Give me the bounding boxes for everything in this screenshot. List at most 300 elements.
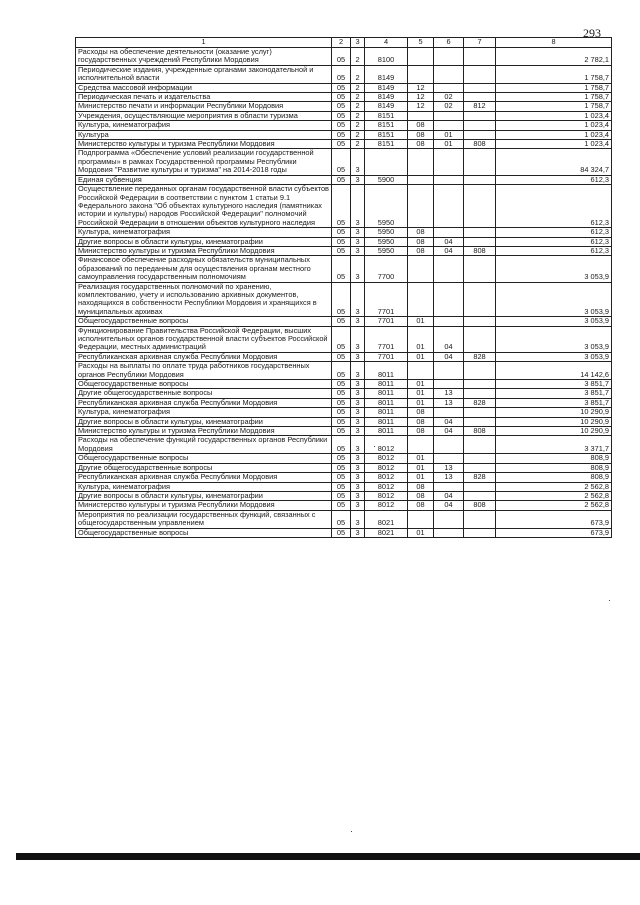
row-code-cell: 2 — [351, 93, 365, 102]
row-code-cell: 3 — [351, 362, 365, 380]
table-row — [76, 482, 612, 491]
row-code-cell: 3 — [351, 454, 365, 463]
row-code-cell — [464, 380, 496, 389]
row-code-cell: 3 — [351, 417, 365, 426]
table-row — [76, 510, 612, 528]
row-code-cell: 08 — [408, 491, 434, 500]
row-name-cell: Общегосударственные вопросы — [76, 528, 332, 537]
row-code-cell: 08 — [408, 417, 434, 426]
row-sum-cell: 10 290,9 — [496, 427, 612, 436]
row-code-cell: 3 — [351, 482, 365, 491]
row-name-cell: Другие вопросы в области культуры, кинематографии — [76, 491, 332, 500]
budget-table — [75, 37, 612, 538]
row-code-cell: 05 — [332, 237, 351, 246]
row-code-cell — [464, 93, 496, 102]
row-code-cell: 8021 — [365, 510, 408, 528]
row-code-cell: 8011 — [365, 362, 408, 380]
table-row — [76, 185, 612, 228]
row-code-cell — [464, 256, 496, 282]
row-code-cell — [464, 282, 496, 317]
row-code-cell: 05 — [332, 454, 351, 463]
row-code-cell: 04 — [434, 352, 464, 361]
row-code-cell — [434, 185, 464, 228]
row-code-cell — [464, 408, 496, 417]
row-code-cell: 3 — [351, 228, 365, 237]
row-code-cell: 2 — [351, 111, 365, 120]
row-code-cell — [464, 317, 496, 326]
row-code-cell — [434, 121, 464, 130]
row-code-cell: 05 — [332, 102, 351, 111]
row-code-cell: 08 — [408, 140, 434, 149]
row-sum-cell: 2 562,8 — [496, 501, 612, 510]
row-code-cell: 04 — [434, 501, 464, 510]
row-code-cell — [434, 256, 464, 282]
row-code-cell: 828 — [464, 398, 496, 407]
row-sum-cell: 2 782,1 — [496, 48, 612, 66]
row-sum-cell: 612,3 — [496, 185, 612, 228]
row-sum-cell: 612,3 — [496, 175, 612, 184]
row-code-cell: 8149 — [365, 65, 408, 83]
row-code-cell: 8012 — [365, 501, 408, 510]
row-code-cell: 3 — [351, 246, 365, 255]
row-code-cell: 01 — [408, 398, 434, 407]
row-sum-cell: 1 758,7 — [496, 65, 612, 83]
row-code-cell: 05 — [332, 228, 351, 237]
table-row — [76, 491, 612, 500]
row-code-cell: 01 — [408, 473, 434, 482]
row-code-cell — [464, 510, 496, 528]
row-code-cell: 8151 — [365, 130, 408, 139]
row-code-cell: 828 — [464, 352, 496, 361]
row-name-cell: Другие общегосударственные вопросы — [76, 389, 332, 398]
row-code-cell — [408, 111, 434, 120]
row-name-cell: Другие вопросы в области культуры, кинематографии — [76, 237, 332, 246]
row-sum-cell: 673,9 — [496, 528, 612, 537]
table-row — [76, 352, 612, 361]
row-code-cell — [464, 175, 496, 184]
row-code-cell — [434, 380, 464, 389]
column-header: 4 — [365, 38, 408, 48]
row-name-cell: Общегосударственные вопросы — [76, 380, 332, 389]
scan-speck — [374, 446, 375, 447]
row-code-cell: 12 — [408, 83, 434, 92]
row-code-cell: 3 — [351, 389, 365, 398]
row-code-cell: 08 — [408, 482, 434, 491]
row-code-cell: 05 — [332, 528, 351, 537]
table-row — [76, 149, 612, 175]
row-name-cell: Подпрограмма «Обеспечение условий реализации государственной программы» в рамках Государственной программы Республики Мордовия "Развитие культуры и туризма" на 2014-2018 годы — [76, 149, 332, 175]
row-sum-cell: 612,3 — [496, 228, 612, 237]
row-code-cell: 08 — [408, 228, 434, 237]
row-code-cell — [434, 111, 464, 120]
table-body — [76, 48, 612, 538]
row-code-cell: 8011 — [365, 417, 408, 426]
row-code-cell: 8012 — [365, 463, 408, 472]
row-code-cell: 7701 — [365, 352, 408, 361]
table-row — [76, 282, 612, 317]
table-row — [76, 398, 612, 407]
row-sum-cell: 1 023,4 — [496, 140, 612, 149]
row-code-cell — [434, 149, 464, 175]
row-sum-cell: 10 290,9 — [496, 408, 612, 417]
row-code-cell: 05 — [332, 149, 351, 175]
row-sum-cell: 3 053,9 — [496, 256, 612, 282]
row-code-cell: 7700 — [365, 256, 408, 282]
row-code-cell — [408, 436, 434, 454]
row-code-cell: 05 — [332, 389, 351, 398]
table-row — [76, 93, 612, 102]
row-code-cell: 05 — [332, 317, 351, 326]
row-code-cell: 05 — [332, 482, 351, 491]
row-code-cell: 8011 — [365, 408, 408, 417]
row-name-cell: Периодическая печать и издательства — [76, 93, 332, 102]
column-header: 8 — [496, 38, 612, 48]
row-code-cell — [434, 528, 464, 537]
row-code-cell: 808 — [464, 140, 496, 149]
table-row — [76, 65, 612, 83]
row-name-cell: Реализация государственных полномочий по хранению, комплектованию, учету и использованию архивных документов, находящихся в собственности Республики Мордовия и хранящихся в муниципальных архивах — [76, 282, 332, 317]
row-code-cell: 05 — [332, 510, 351, 528]
row-code-cell: 8151 — [365, 140, 408, 149]
row-code-cell: 3 — [351, 326, 365, 352]
row-sum-cell: 612,3 — [496, 237, 612, 246]
row-sum-cell: 1 023,4 — [496, 130, 612, 139]
row-code-cell: 8012 — [365, 436, 408, 454]
row-name-cell: Министерство культуры и туризма Республики Мордовия — [76, 246, 332, 255]
table-row — [76, 528, 612, 537]
row-code-cell: 2 — [351, 48, 365, 66]
row-code-cell — [434, 482, 464, 491]
row-code-cell — [464, 417, 496, 426]
row-name-cell: Министерство культуры и туризма Республики Мордовия — [76, 140, 332, 149]
row-name-cell: Учреждения, осуществляющие мероприятия в области туризма — [76, 111, 332, 120]
table-row — [76, 326, 612, 352]
row-code-cell: 2 — [351, 83, 365, 92]
row-code-cell: 05 — [332, 185, 351, 228]
column-header: 1 — [76, 38, 332, 48]
row-code-cell: 808 — [464, 246, 496, 255]
row-code-cell — [464, 185, 496, 228]
table-row — [76, 175, 612, 184]
row-sum-cell: 3 371,7 — [496, 436, 612, 454]
table-row — [76, 436, 612, 454]
row-sum-cell: 1 758,7 — [496, 93, 612, 102]
row-sum-cell: 3 851,7 — [496, 380, 612, 389]
row-name-cell: Общегосударственные вопросы — [76, 454, 332, 463]
row-code-cell: 12 — [408, 93, 434, 102]
table-row — [76, 389, 612, 398]
table-row — [76, 317, 612, 326]
row-code-cell: 08 — [408, 237, 434, 246]
row-code-cell — [408, 256, 434, 282]
row-code-cell — [464, 130, 496, 139]
row-code-cell: 3 — [351, 380, 365, 389]
row-code-cell: 13 — [434, 398, 464, 407]
row-code-cell: 02 — [434, 102, 464, 111]
table-row — [76, 111, 612, 120]
row-code-cell: 8151 — [365, 121, 408, 130]
row-code-cell: 13 — [434, 389, 464, 398]
row-sum-cell: 2 562,8 — [496, 482, 612, 491]
row-code-cell: 05 — [332, 93, 351, 102]
row-code-cell: 05 — [332, 408, 351, 417]
row-code-cell: 05 — [332, 130, 351, 139]
row-code-cell: 01 — [408, 317, 434, 326]
row-sum-cell: 14 142,6 — [496, 362, 612, 380]
table-row — [76, 380, 612, 389]
row-code-cell — [434, 362, 464, 380]
row-code-cell: 04 — [434, 491, 464, 500]
table-row — [76, 362, 612, 380]
row-name-cell: Единая субвенция — [76, 175, 332, 184]
row-name-cell: Расходы на выплаты по оплате труда работников государственных органов Республики Мордовия — [76, 362, 332, 380]
row-code-cell: 3 — [351, 463, 365, 472]
table-header-row — [76, 38, 612, 48]
row-code-cell — [434, 408, 464, 417]
row-code-cell — [464, 149, 496, 175]
scan-speck — [609, 600, 610, 601]
table-row — [76, 83, 612, 92]
row-code-cell — [408, 510, 434, 528]
row-code-cell: 3 — [351, 398, 365, 407]
table-row — [76, 473, 612, 482]
row-code-cell — [464, 83, 496, 92]
row-code-cell — [434, 510, 464, 528]
row-name-cell: Другие вопросы в области культуры, кинематографии — [76, 417, 332, 426]
row-code-cell: 05 — [332, 491, 351, 500]
row-code-cell: 5950 — [365, 228, 408, 237]
row-code-cell: 808 — [464, 427, 496, 436]
row-code-cell: 01 — [408, 463, 434, 472]
row-sum-cell: 1 023,4 — [496, 121, 612, 130]
row-code-cell: 8012 — [365, 454, 408, 463]
row-sum-cell: 3 851,7 — [496, 389, 612, 398]
row-code-cell — [408, 48, 434, 66]
row-code-cell — [464, 463, 496, 472]
table-row — [76, 256, 612, 282]
table-row — [76, 102, 612, 111]
row-code-cell: 05 — [332, 83, 351, 92]
row-code-cell: 8151 — [365, 111, 408, 120]
row-code-cell: 8149 — [365, 93, 408, 102]
row-code-cell — [408, 149, 434, 175]
row-name-cell: Периодические издания, учрежденные органами законодательной и исполнительной власти — [76, 65, 332, 83]
row-sum-cell: 3 053,9 — [496, 317, 612, 326]
row-code-cell — [464, 454, 496, 463]
row-sum-cell: 612,3 — [496, 246, 612, 255]
row-code-cell: 08 — [408, 501, 434, 510]
row-code-cell: 5950 — [365, 246, 408, 255]
row-code-cell: 12 — [408, 102, 434, 111]
row-code-cell — [408, 185, 434, 228]
row-code-cell: 2 — [351, 65, 365, 83]
row-code-cell: 5900 — [365, 175, 408, 184]
row-name-cell: Функционирование Правительства Российской Федерации, высших исполнительных органов государственной власти субъектов Российской Федерации, местных администраций — [76, 326, 332, 352]
row-sum-cell: 3 053,9 — [496, 326, 612, 352]
row-code-cell: 01 — [408, 454, 434, 463]
row-sum-cell: 808,9 — [496, 473, 612, 482]
row-code-cell — [408, 282, 434, 317]
row-name-cell: Мероприятия по реализации государственных функций, связанных с общегосударственным управлением — [76, 510, 332, 528]
row-code-cell: 3 — [351, 237, 365, 246]
row-code-cell — [434, 317, 464, 326]
row-code-cell: 01 — [408, 389, 434, 398]
table-row — [76, 501, 612, 510]
row-sum-cell: 10 290,9 — [496, 417, 612, 426]
table-row — [76, 408, 612, 417]
row-name-cell: Республиканская архивная служба Республики Мордовия — [76, 398, 332, 407]
row-code-cell: 8011 — [365, 427, 408, 436]
row-sum-cell: 1 023,4 — [496, 111, 612, 120]
row-code-cell: 8149 — [365, 102, 408, 111]
row-name-cell: Республиканская архивная служба Республики Мордовия — [76, 473, 332, 482]
row-code-cell: 05 — [332, 175, 351, 184]
row-code-cell: 08 — [408, 130, 434, 139]
row-sum-cell: 3 851,7 — [496, 398, 612, 407]
row-code-cell: 05 — [332, 246, 351, 255]
row-sum-cell: 808,9 — [496, 463, 612, 472]
row-code-cell: 8011 — [365, 398, 408, 407]
row-name-cell: Культура — [76, 130, 332, 139]
column-header: 7 — [464, 38, 496, 48]
row-code-cell: 3 — [351, 175, 365, 184]
scan-speck — [351, 831, 352, 832]
row-code-cell — [464, 65, 496, 83]
row-name-cell: Осуществление переданных органам государственной власти субъектов Российской Федерации в соответствии с пунктом 1 статьи 9.1 Федерального закона "Об объектах культурного наследия (памятниках истории и культуры) народов Российской Федерации" полномочий Российской Федерации в отношении объектов культурного наследия — [76, 185, 332, 228]
row-code-cell — [464, 362, 496, 380]
row-name-cell: Культура, кинематография — [76, 228, 332, 237]
row-code-cell: 13 — [434, 463, 464, 472]
row-code-cell: 05 — [332, 501, 351, 510]
row-name-cell: Расходы на обеспечение деятельности (оказание услуг) государственных учреждений Республики Мордовия — [76, 48, 332, 66]
row-sum-cell: 2 562,8 — [496, 491, 612, 500]
column-header: 3 — [351, 38, 365, 48]
row-code-cell — [464, 491, 496, 500]
row-code-cell — [434, 436, 464, 454]
page-number: 293 — [583, 26, 601, 40]
row-code-cell: 01 — [408, 528, 434, 537]
table-row — [76, 130, 612, 139]
row-code-cell — [408, 175, 434, 184]
row-code-cell — [464, 48, 496, 66]
row-code-cell — [464, 121, 496, 130]
row-name-cell: Другие общегосударственные вопросы — [76, 463, 332, 472]
row-code-cell: 05 — [332, 140, 351, 149]
row-code-cell: 05 — [332, 111, 351, 120]
row-code-cell: 13 — [434, 473, 464, 482]
table-row — [76, 48, 612, 66]
row-code-cell: 05 — [332, 463, 351, 472]
row-name-cell: Министерство культуры и туризма Республики Мордовия — [76, 501, 332, 510]
table-row — [76, 140, 612, 149]
table-row — [76, 417, 612, 426]
table-row — [76, 463, 612, 472]
row-code-cell: 7701 — [365, 326, 408, 352]
row-sum-cell: 3 053,9 — [496, 352, 612, 361]
row-code-cell: 808 — [464, 501, 496, 510]
row-code-cell: 8100 — [365, 48, 408, 66]
row-code-cell: 05 — [332, 282, 351, 317]
row-code-cell: 3 — [351, 282, 365, 317]
table-row — [76, 454, 612, 463]
row-code-cell: 2 — [351, 121, 365, 130]
row-code-cell: 8011 — [365, 380, 408, 389]
row-name-cell: Средства массовой информации — [76, 83, 332, 92]
row-code-cell — [464, 111, 496, 120]
row-code-cell: 3 — [351, 436, 365, 454]
row-code-cell — [464, 389, 496, 398]
row-code-cell: 05 — [332, 352, 351, 361]
row-code-cell: 3 — [351, 473, 365, 482]
row-code-cell: 5950 — [365, 185, 408, 228]
row-code-cell: 01 — [408, 352, 434, 361]
row-code-cell — [464, 326, 496, 352]
row-code-cell: 05 — [332, 398, 351, 407]
row-code-cell: 3 — [351, 352, 365, 361]
row-code-cell — [434, 228, 464, 237]
row-code-cell: 8012 — [365, 482, 408, 491]
row-code-cell: 3 — [351, 510, 365, 528]
row-code-cell: 5950 — [365, 237, 408, 246]
row-code-cell — [434, 175, 464, 184]
row-code-cell: 2 — [351, 102, 365, 111]
row-code-cell — [464, 528, 496, 537]
row-code-cell: 3 — [351, 185, 365, 228]
row-code-cell: 3 — [351, 491, 365, 500]
row-name-cell: Культура, кинематография — [76, 121, 332, 130]
row-code-cell — [464, 237, 496, 246]
row-code-cell: 05 — [332, 48, 351, 66]
row-code-cell — [408, 362, 434, 380]
row-code-cell: 01 — [434, 140, 464, 149]
row-code-cell: 3 — [351, 256, 365, 282]
row-code-cell: 05 — [332, 473, 351, 482]
row-code-cell: 2 — [351, 140, 365, 149]
row-code-cell: 05 — [332, 326, 351, 352]
row-name-cell: Финансовое обеспечение расходных обязательств муниципальных образований по переданным для осуществления органам местного самоуправления государственным полномочиям — [76, 256, 332, 282]
row-code-cell: 3 — [351, 427, 365, 436]
scan-edge-bar — [16, 853, 640, 860]
row-code-cell — [434, 65, 464, 83]
row-sum-cell: 84 324,7 — [496, 149, 612, 175]
row-code-cell — [464, 228, 496, 237]
row-code-cell: 05 — [332, 417, 351, 426]
row-code-cell: 04 — [434, 427, 464, 436]
row-name-cell: Расходы на обеспечение функций государственных органов Республики Мордовия — [76, 436, 332, 454]
row-code-cell — [434, 454, 464, 463]
row-code-cell: 08 — [408, 427, 434, 436]
row-name-cell: Министерство печати и информации Республики Мордовия — [76, 102, 332, 111]
row-name-cell: Культура, кинематография — [76, 482, 332, 491]
table-row — [76, 237, 612, 246]
row-code-cell: 8012 — [365, 473, 408, 482]
column-header: 5 — [408, 38, 434, 48]
row-code-cell: 05 — [332, 121, 351, 130]
row-code-cell: 04 — [434, 326, 464, 352]
row-code-cell: 3 — [351, 528, 365, 537]
table-row — [76, 246, 612, 255]
row-code-cell — [434, 83, 464, 92]
row-code-cell: 2 — [351, 130, 365, 139]
row-code-cell: 3 — [351, 501, 365, 510]
row-name-cell: Общегосударственные вопросы — [76, 317, 332, 326]
row-code-cell: 8021 — [365, 528, 408, 537]
row-code-cell — [408, 65, 434, 83]
row-code-cell: 8012 — [365, 491, 408, 500]
row-code-cell: 04 — [434, 237, 464, 246]
row-sum-cell: 1 758,7 — [496, 102, 612, 111]
row-name-cell: Республиканская архивная служба Республики Мордовия — [76, 352, 332, 361]
